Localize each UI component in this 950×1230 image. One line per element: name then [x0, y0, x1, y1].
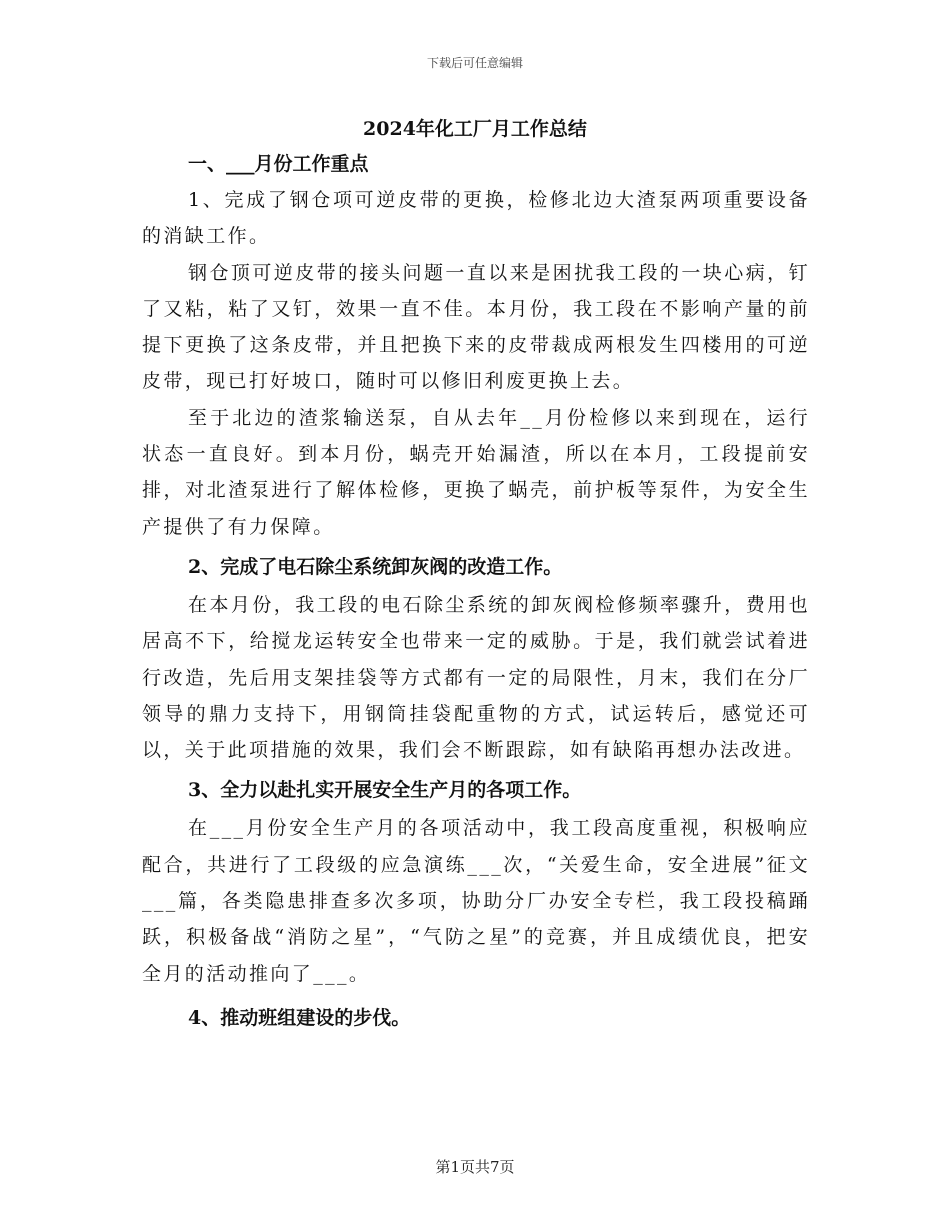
section-heading: 一、___月份工作重点	[188, 153, 369, 175]
paragraph-slurry-pump: 至于北边的渣浆输送泵，自从去年__月份检修以来到现在，运行状态一直良好。到本月份，蜗壳开始漏渣，所以在本月，工段提前安排，对北渣泵进行了解体检修，更换了蜗壳，前护板等泵件，为安全生产提供了有力保障。	[142, 406, 810, 538]
paragraph-safety-month: 在___月份安全生产月的各项活动中，我工段高度重视，积极响应配合，共进行了工段级的应急演练___次，“关爱生命，安全进展”征文___篇，各类隐患排查多次多项，协助分厂办安全专栏，我工段投稿踊跃，积极备战“消防之星”，“气防之星”的竞赛，并且成绩优良，把安全月的活动推向了___。	[142, 817, 810, 985]
paragraph-item1-intro: 1、完成了钢仓项可逆皮带的更换，检修北边大渣泵两项重要设备的消缺工作。	[142, 189, 810, 248]
document-title: 2024年化工厂月工作总结	[363, 118, 587, 140]
page-number: 第1页共7页	[435, 1158, 515, 1176]
item3-heading: 3、全力以赴扎实开展安全生产月的各项工作。	[188, 779, 582, 802]
item4-heading: 4、推动班组建设的步伐。	[188, 1006, 411, 1029]
item2-heading: 2、完成了电石除尘系统卸灰阀的改造工作。	[188, 555, 563, 578]
paragraph-belt-replacement: 钢仓顶可逆皮带的接头问题一直以来是困扰我工段的一块心病，钉了又粘，粘了又钉，效果一直不佳。本月份，我工段在不影响产量的前提下更换了这条皮带，并且把换下来的皮带裁成两根发生四楼用的可逆皮带，现已打好坡口，随时可以修旧利废更换上去。	[142, 261, 810, 393]
paragraph-ash-valve: 在本月份，我工段的电石除尘系统的卸灰阀检修频率骤升，费用也居高不下，给搅龙运转安全也带来一定的威胁。于是，我们就尝试着进行改造，先后用支架挂袋等方式都有一定的局限性，月末，我们在分厂领导的鼎力支持下，用钢筒挂袋配重物的方式，试运转后，感觉还可以，关于此项措施的效果，我们会不断跟踪，如有缺陷再想办法改进。	[142, 593, 810, 762]
document-body	[142, 146, 810, 1038]
page-header-note: 下载后可任意编辑	[426, 56, 523, 70]
